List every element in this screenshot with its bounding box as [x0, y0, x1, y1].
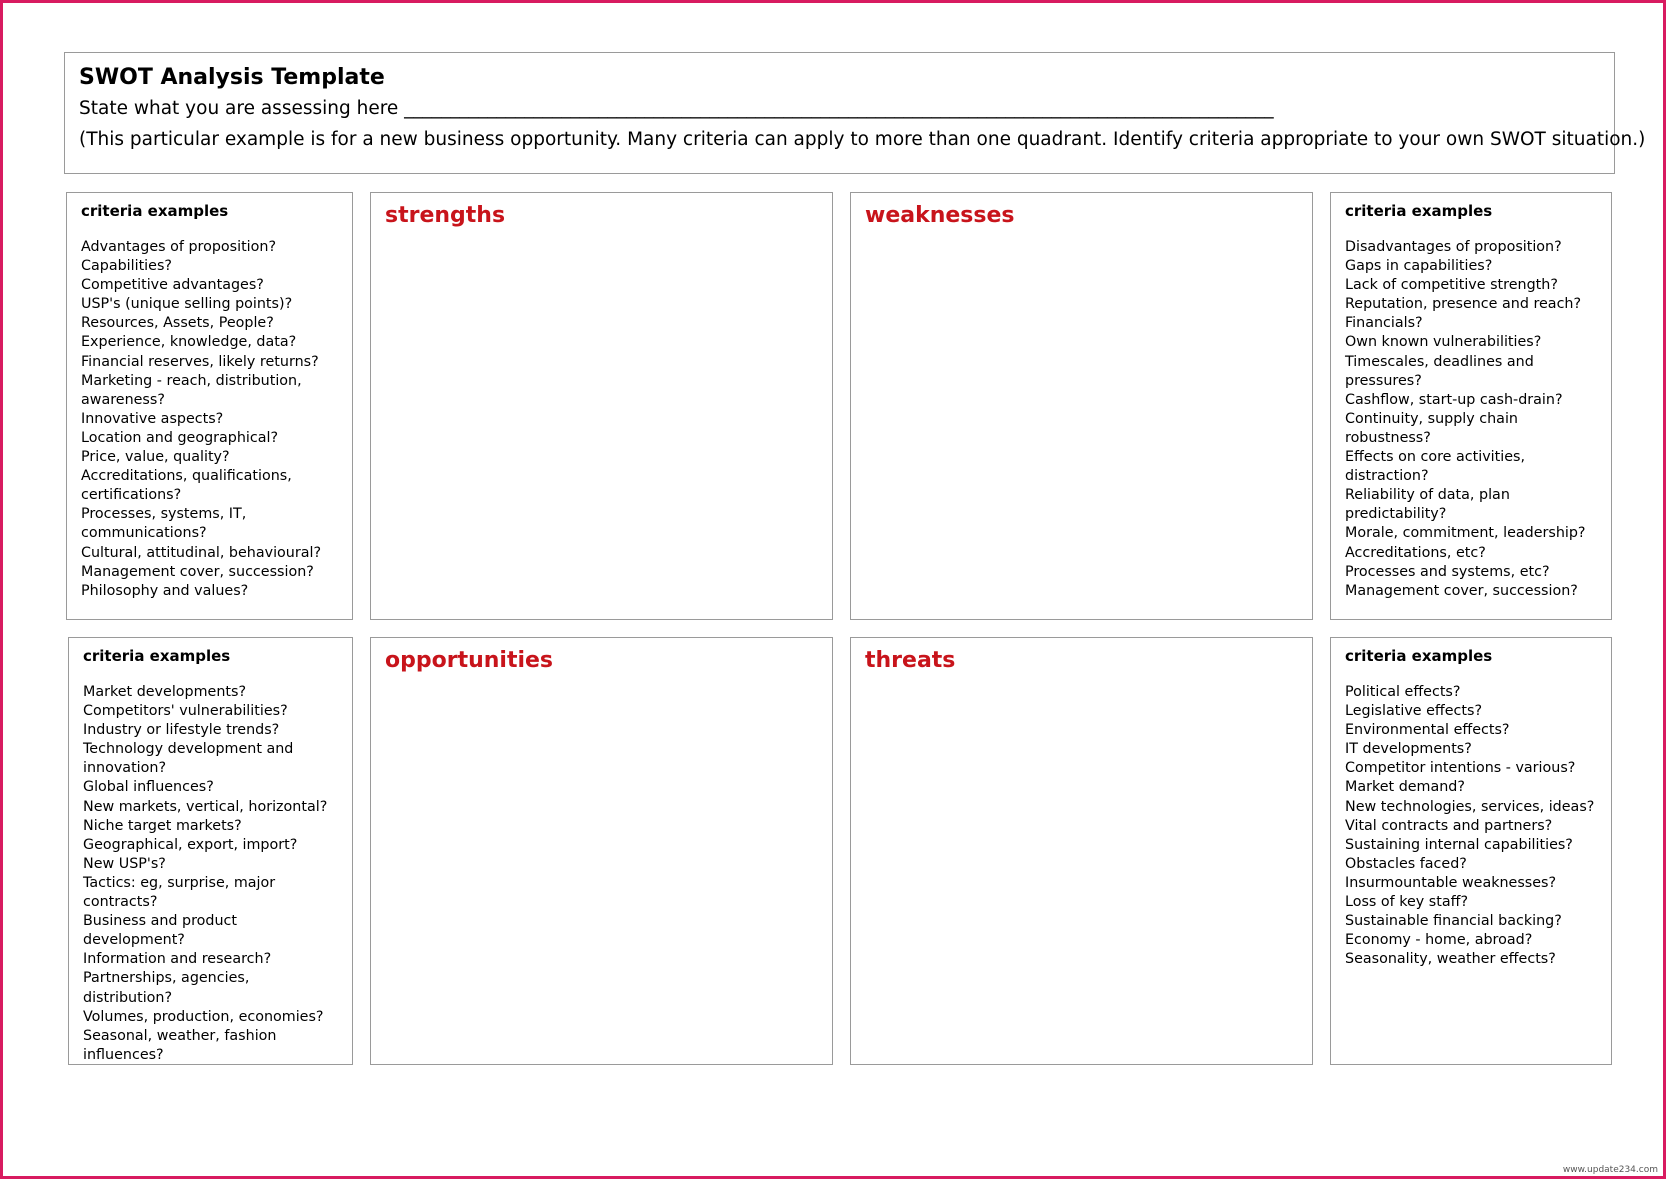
- weaknesses-criteria-box: [1330, 192, 1612, 620]
- criteria-item: Sustainable financial backing?: [1345, 913, 1562, 930]
- criteria-item: Own known vulnerabilities?: [1345, 334, 1542, 351]
- opportunities-criteria-box: [68, 637, 353, 1065]
- criteria-item: Political effects?: [1345, 684, 1461, 700]
- criteria-item: Location and geographical?: [81, 429, 279, 446]
- criteria-item: Timescales, deadlines and: [1345, 353, 1534, 370]
- criteria-item: Obstacles faced?: [1345, 855, 1467, 872]
- criteria-item: Accreditations, qualifications,: [81, 468, 292, 485]
- criteria-item: contracts?: [83, 894, 158, 911]
- criteria-item: Tactics: eg, surprise, major: [83, 874, 276, 891]
- criteria-item: Morale, commitment, leadership?: [1345, 525, 1586, 542]
- criteria-item: Partnerships, agencies, distribution?: [83, 970, 250, 1006]
- criteria-item: Competitive advantages?: [81, 277, 264, 294]
- criteria-item: Economy - home, abroad?: [1345, 932, 1533, 949]
- criteria-item: Management cover, succession?: [81, 563, 314, 580]
- criteria-item: Reliability of data, plan: [1345, 487, 1510, 504]
- strengths-criteria-box: [66, 192, 353, 620]
- criteria-item: Loss of key staff?: [1345, 894, 1469, 911]
- weaknesses-title: weaknesses: [865, 203, 1015, 228]
- criteria-item: Cashflow, start-up cash-drain?: [1345, 391, 1563, 408]
- criteria-item: Capabilities?: [81, 258, 172, 275]
- criteria-item: Marketing - reach, distribution,: [81, 372, 302, 389]
- opportunities-title: opportunities: [385, 648, 554, 673]
- instruction-note: (This particular example is for a new business opportunity. Many criteria can apply to more than one quadrant. Identify criteria appropriate to your own SWOT situation.): [79, 129, 1646, 150]
- criteria-item: Market demand?: [1345, 779, 1465, 796]
- criteria-item: Processes, systems, IT,: [81, 506, 247, 523]
- criteria-item: innovation?: [83, 760, 167, 777]
- criteria-item: Gaps in capabilities?: [1345, 258, 1493, 275]
- header-box: [64, 52, 1646, 174]
- criteria-item: pressures?: [1345, 372, 1422, 389]
- weaknesses-quadrant: [850, 192, 1313, 620]
- criteria-list: [1345, 238, 1597, 601]
- criteria-item: Accreditations, etc?: [1345, 544, 1486, 561]
- criteria-item: communications?: [81, 525, 207, 542]
- criteria-item: Volumes, production, economies?: [83, 1008, 324, 1025]
- criteria-item: distraction?: [1345, 468, 1429, 485]
- criteria-heading: criteria examples: [1345, 202, 1493, 220]
- criteria-item: Price, value, quality?: [81, 449, 230, 466]
- criteria-item: Competitor intentions - various?: [1345, 760, 1576, 777]
- criteria-item: New USP's?: [83, 855, 166, 872]
- criteria-item: Legislative effects?: [1345, 703, 1483, 720]
- criteria-item: Technology development and: [83, 741, 294, 758]
- criteria-item: Market developments?: [83, 684, 247, 700]
- criteria-item: Financials?: [1345, 315, 1423, 332]
- criteria-item: influences?: [83, 1046, 164, 1063]
- criteria-item: Niche target markets?: [83, 817, 242, 834]
- threats-title: threats: [865, 648, 956, 673]
- strengths-title: strengths: [385, 203, 506, 228]
- criteria-item: New markets, vertical, horizontal?: [83, 798, 328, 815]
- criteria-item: certifications?: [81, 487, 182, 504]
- criteria-item: Processes and systems, etc?: [1345, 563, 1550, 580]
- criteria-list: [83, 683, 338, 1065]
- criteria-item: Experience, knowledge, data?: [81, 334, 297, 351]
- criteria-item: Sustaining internal capabilities?: [1345, 836, 1573, 853]
- criteria-item: Disadvantages of proposition?: [1345, 239, 1562, 255]
- criteria-item: Vital contracts and partners?: [1345, 817, 1553, 834]
- threats-criteria-box: [1330, 637, 1612, 1065]
- criteria-item: robustness?: [1345, 429, 1431, 446]
- criteria-item: New technologies, services, ideas?: [1345, 798, 1595, 815]
- criteria-item: Seasonal, weather, fashion: [83, 1027, 277, 1044]
- criteria-item: Financial reserves, likely returns?: [81, 353, 319, 370]
- criteria-list: [81, 238, 338, 601]
- watermark: www.update234.com: [1562, 1165, 1658, 1175]
- criteria-item: awareness?: [81, 391, 165, 408]
- criteria-item: Effects on core activities,: [1345, 449, 1526, 466]
- criteria-item: Geographical, export, import?: [83, 836, 298, 853]
- criteria-heading: criteria examples: [83, 647, 231, 665]
- page-title: SWOT Analysis Template: [79, 65, 385, 90]
- criteria-item: Advantages of proposition?: [81, 239, 277, 255]
- criteria-list: [1345, 683, 1597, 969]
- threats-quadrant: [850, 637, 1313, 1065]
- criteria-item: Business and product development?: [83, 913, 238, 949]
- criteria-item: Lack of competitive strength?: [1345, 277, 1558, 294]
- criteria-item: Environmental effects?: [1345, 722, 1510, 739]
- criteria-heading: criteria examples: [1345, 647, 1493, 665]
- criteria-item: Continuity, supply chain: [1345, 410, 1518, 427]
- criteria-item: Competitors' vulnerabilities?: [83, 703, 288, 720]
- criteria-item: Global influences?: [83, 779, 214, 796]
- criteria-item: Insurmountable weaknesses?: [1345, 874, 1557, 891]
- criteria-item: IT developments?: [1345, 741, 1472, 758]
- criteria-item: Philosophy and values?: [81, 582, 249, 599]
- criteria-item: Resources, Assets, People?: [81, 315, 274, 332]
- criteria-heading: criteria examples: [81, 202, 229, 220]
- criteria-item: Cultural, attitudinal, behavioural?: [81, 544, 322, 561]
- criteria-item: Innovative aspects?: [81, 410, 224, 427]
- criteria-item: predictability?: [1345, 506, 1447, 523]
- criteria-item: Industry or lifestyle trends?: [83, 722, 280, 739]
- criteria-item: Information and research?: [83, 951, 272, 968]
- strengths-quadrant: [370, 192, 833, 620]
- assess-line: State what you are assessing here ______________________________________________________________________________________________: [79, 98, 1274, 119]
- criteria-item: Management cover, succession?: [1345, 582, 1578, 599]
- criteria-item: Seasonality, weather effects?: [1345, 951, 1556, 968]
- criteria-item: Reputation, presence and reach?: [1345, 296, 1582, 313]
- opportunities-quadrant: [370, 637, 833, 1065]
- criteria-item: USP's (unique selling points)?: [81, 296, 293, 313]
